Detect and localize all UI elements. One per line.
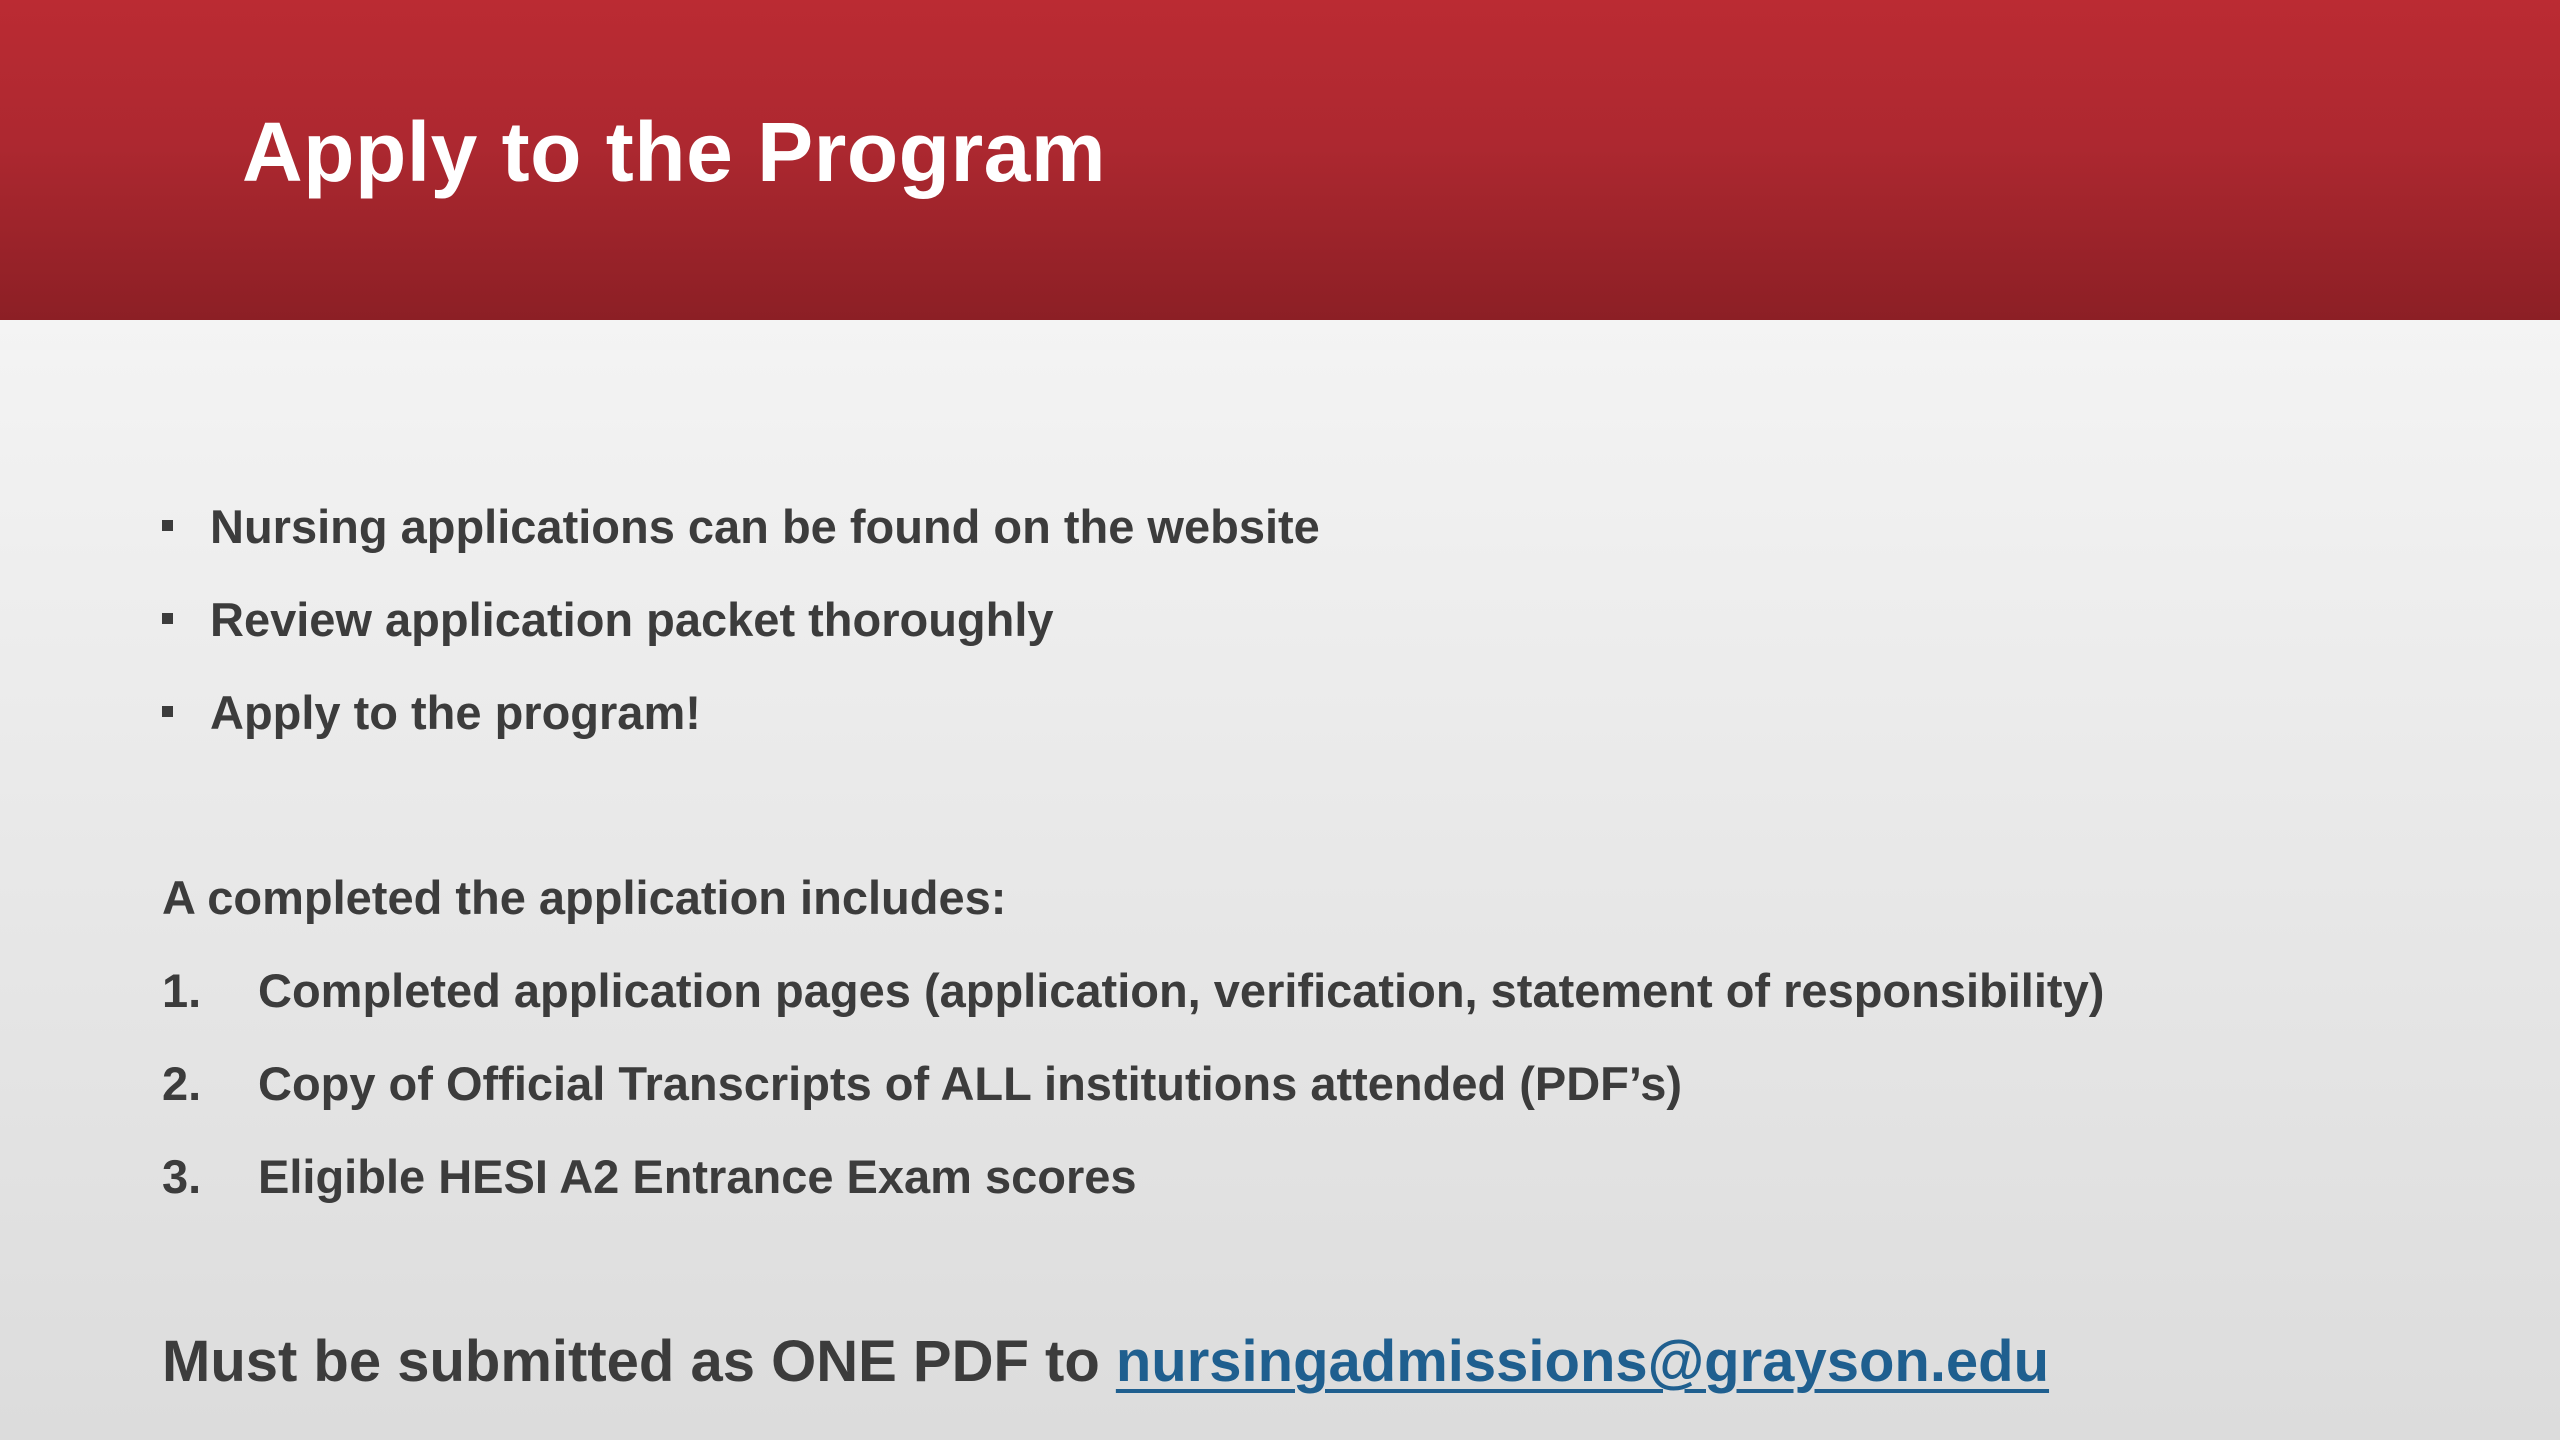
bullet-text: Nursing applications can be found on the website bbox=[210, 500, 1320, 553]
submission-text: Must be submitted as ONE PDF to bbox=[162, 1329, 1116, 1394]
list-item bbox=[162, 573, 2462, 666]
list-number: 2. bbox=[162, 1057, 202, 1110]
email-link[interactable]: nursingadmissions@grayson.edu bbox=[1115, 1329, 2050, 1394]
slide-content bbox=[162, 480, 2462, 1223]
bullet-list bbox=[162, 480, 2462, 759]
list-item bbox=[162, 944, 2462, 1037]
list-item bbox=[162, 1037, 2462, 1130]
numbered-list bbox=[162, 944, 2462, 1223]
list-item-text: Completed application pages (application, verification, statement of responsibility) bbox=[258, 964, 2105, 1017]
square-bullet-icon bbox=[162, 613, 173, 624]
list-item bbox=[162, 480, 2462, 573]
list-item bbox=[162, 1130, 2462, 1223]
requirements-intro: A completed the application includes: bbox=[162, 871, 1007, 924]
square-bullet-icon bbox=[162, 706, 173, 717]
submission-note bbox=[162, 1328, 2049, 1395]
title-banner bbox=[0, 0, 2560, 320]
list-number: 3. bbox=[162, 1150, 202, 1203]
list-item-text: Copy of Official Transcripts of ALL institutions attended (PDF’s) bbox=[258, 1057, 1682, 1110]
bullet-text: Review application packet thoroughly bbox=[210, 593, 1054, 646]
list-item bbox=[162, 666, 2462, 759]
square-bullet-icon bbox=[162, 520, 173, 531]
slide-title: Apply to the Program bbox=[242, 105, 1107, 199]
bullet-text: Apply to the program! bbox=[210, 686, 701, 739]
list-number: 1. bbox=[162, 964, 202, 1017]
list-item-text: Eligible HESI A2 Entrance Exam scores bbox=[258, 1150, 1137, 1203]
